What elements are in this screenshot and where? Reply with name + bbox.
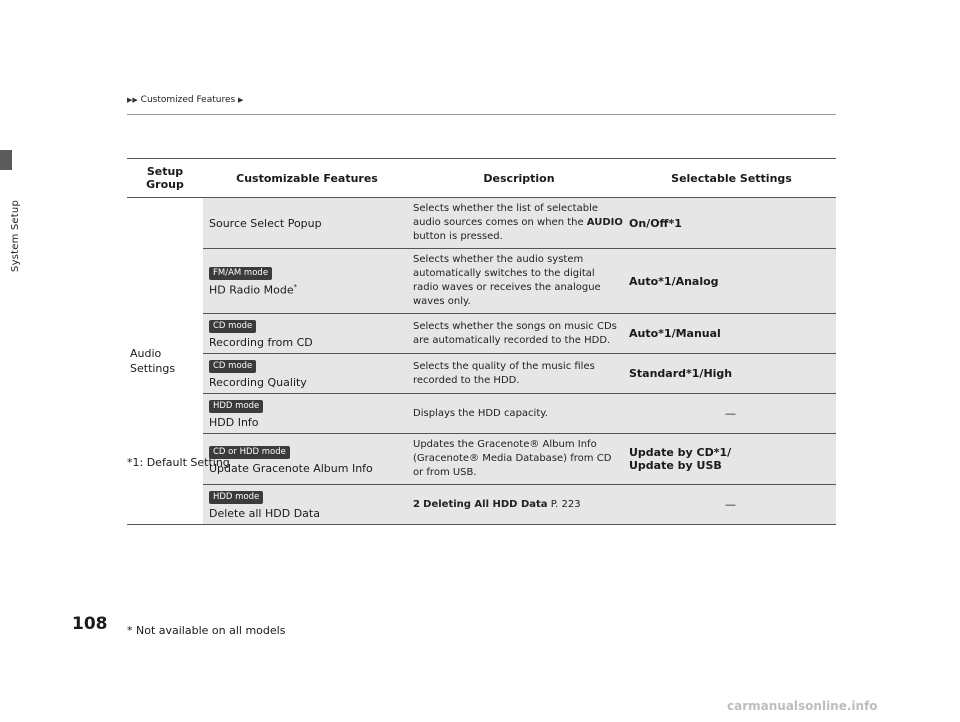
feature-name: HD Radio Mode: [209, 283, 294, 297]
table-row: [127, 354, 836, 394]
feature-name: Recording Quality: [209, 376, 307, 389]
mode-badge: HDD mode: [209, 400, 263, 413]
audio-button-label: AUDIO: [586, 217, 623, 228]
table-row: [127, 434, 836, 485]
description-cell: Selects whether the songs on music CDs are automatically recorded to the HDD.: [411, 314, 627, 354]
feature-source-select-popup: [203, 198, 411, 249]
feature-name: HDD Info: [209, 416, 259, 429]
mode-badge: CD mode: [209, 360, 256, 373]
table-row: [127, 314, 836, 354]
settings-cell: On/Off*1: [627, 198, 836, 249]
table-header-row: [127, 159, 836, 198]
feature-update-gracenote-album-info: [203, 434, 411, 485]
cross-reference-link[interactable]: [411, 485, 627, 525]
feature-name: Recording from CD: [209, 336, 313, 349]
feature-recording-from-cd: [203, 314, 411, 354]
section-side-label: System Setup: [10, 200, 21, 272]
section-tab-marker: [0, 150, 12, 170]
feature-recording-quality: [203, 354, 411, 394]
mode-badge: CD or HDD mode: [209, 446, 290, 459]
settings-cell: Auto*1/Manual: [627, 314, 836, 354]
header-divider: [127, 114, 836, 115]
settings-cell: —: [627, 394, 836, 434]
setting-option-usb: Update by USB: [629, 459, 722, 472]
setting-option-cd: Update by CD*1/: [629, 446, 732, 459]
header-selectable-settings: Selectable Settings: [627, 159, 836, 198]
table-row: [127, 394, 836, 434]
header-description: Description: [411, 159, 627, 198]
header-setup-group: Setup Group: [127, 159, 203, 198]
description-text-tail: button is pressed.: [413, 231, 503, 242]
settings-cell: —: [627, 485, 836, 525]
feature-name: Delete all HDD Data: [209, 507, 320, 520]
breadcrumb-arrow-icon: ▶▶: [127, 96, 138, 104]
table-row: [127, 485, 836, 525]
page-number: 108: [72, 614, 108, 634]
default-setting-footnote: *1: Default Setting: [127, 456, 230, 469]
description-text: Selects whether the list of selectable audio sources comes on when the: [413, 203, 598, 228]
setup-group-audio-settings: Audio Settings: [127, 198, 203, 525]
description-cell: Updates the Gracenote® Album Info (Gracenote® Media Database) from CD or from USB.: [411, 434, 627, 485]
description-cell: [411, 198, 627, 249]
feature-name: Source Select Popup: [209, 216, 322, 230]
breadcrumb: [127, 95, 243, 105]
mode-badge: HDD mode: [209, 491, 263, 504]
feature-hdd-info: [203, 394, 411, 434]
watermark-logo: carmanualsonline.info: [727, 699, 878, 713]
cross-reference-page: P. 223: [547, 498, 581, 510]
mode-badge: FM/AM mode: [209, 267, 272, 280]
cross-reference-title: Deleting All HDD Data: [423, 498, 548, 510]
table-row: [127, 249, 836, 314]
description-cell: Selects whether the audio system automatically switches to the digital radio waves or receives the analogue waves only.: [411, 249, 627, 314]
description-cell: Selects the quality of the music files recorded to the HDD.: [411, 354, 627, 394]
customizable-features-table: [127, 158, 836, 525]
settings-cell: Auto*1/Analog: [627, 249, 836, 314]
breadcrumb-arrow-end-icon: ▶: [238, 96, 244, 104]
feature-hd-radio-mode: [203, 249, 411, 314]
availability-mark: *: [293, 283, 298, 292]
table-row: [127, 198, 836, 249]
settings-cell: Standard*1/High: [627, 354, 836, 394]
feature-delete-all-hdd-data: [203, 485, 411, 525]
availability-footnote: * Not available on all models: [127, 624, 286, 637]
breadcrumb-link-customized-features[interactable]: Customized Features: [140, 95, 236, 105]
feature-name: Update Gracenote Album Info: [209, 461, 373, 475]
mode-badge: CD mode: [209, 320, 256, 333]
cross-reference-icon: 2: [413, 498, 420, 510]
header-customizable-features: Customizable Features: [203, 159, 411, 198]
description-cell: Displays the HDD capacity.: [411, 394, 627, 434]
settings-cell: [627, 434, 836, 485]
